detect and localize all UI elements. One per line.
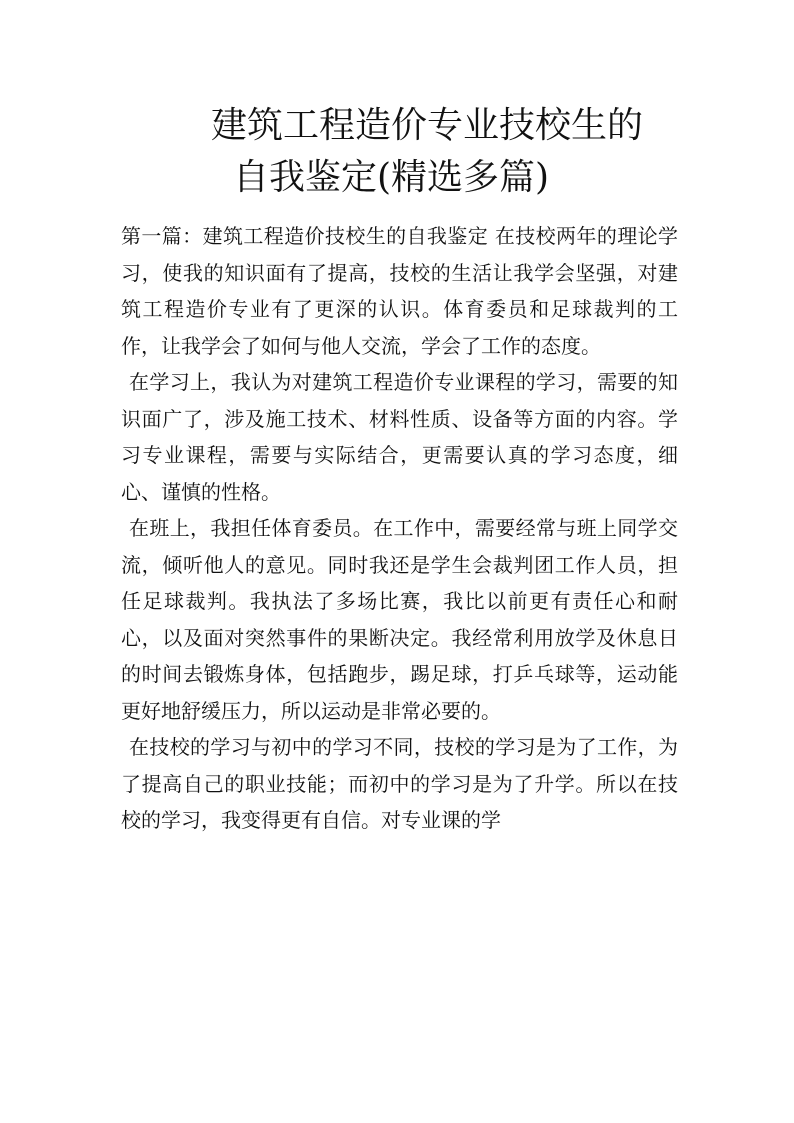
document-title (0, 100, 794, 204)
document-body (121, 218, 678, 839)
paragraph-1: 第一篇：建筑工程造价技校生的自我鉴定 在技校两年的理论学习，使我的知识面有了提高，技校的生活让我学会坚强，对建筑工程造价专业有了更深的认识。体育委员和足球裁判的工作，让我学会了如何与他人交流，学会了工作的态度。 (121, 224, 678, 358)
paragraph-2: 在学习上，我认为对建筑工程造价专业课程的学习，需要的知识面广了，涉及施工技术、材料性质、设备等方面的内容。学习专业课程，需要与实际结合，更需要认真的学习态度，细心、谨慎的性格。 (121, 370, 678, 504)
paragraph-3: 在班上，我担任体育委员。在工作中，需要经常与班上同学交流，倾听他人的意见。同时我还是学生会裁判团工作人员，担任足球裁判。我执法了多场比赛，我比以前更有责任心和耐心，以及面对突然事件的果断决定。我经常利用放学及休息日的时间去锻炼身体，包括跑步，踢足球，打乒乓球等，运动能更好地舒缓压力，所以运动是非常必要的。 (121, 516, 678, 723)
title-line-1: 建筑工程造价专业技校生的 (211, 105, 644, 146)
paragraph-4: 在技校的学习与初中的学习不同，技校的学习是为了工作，为了提高自己的职业技能；而初中的学习是为了升学。所以在技校的学习，我变得更有自信。对专业课的学 (121, 735, 678, 832)
title-line-2: 自我鉴定(精选多篇) (233, 157, 550, 198)
